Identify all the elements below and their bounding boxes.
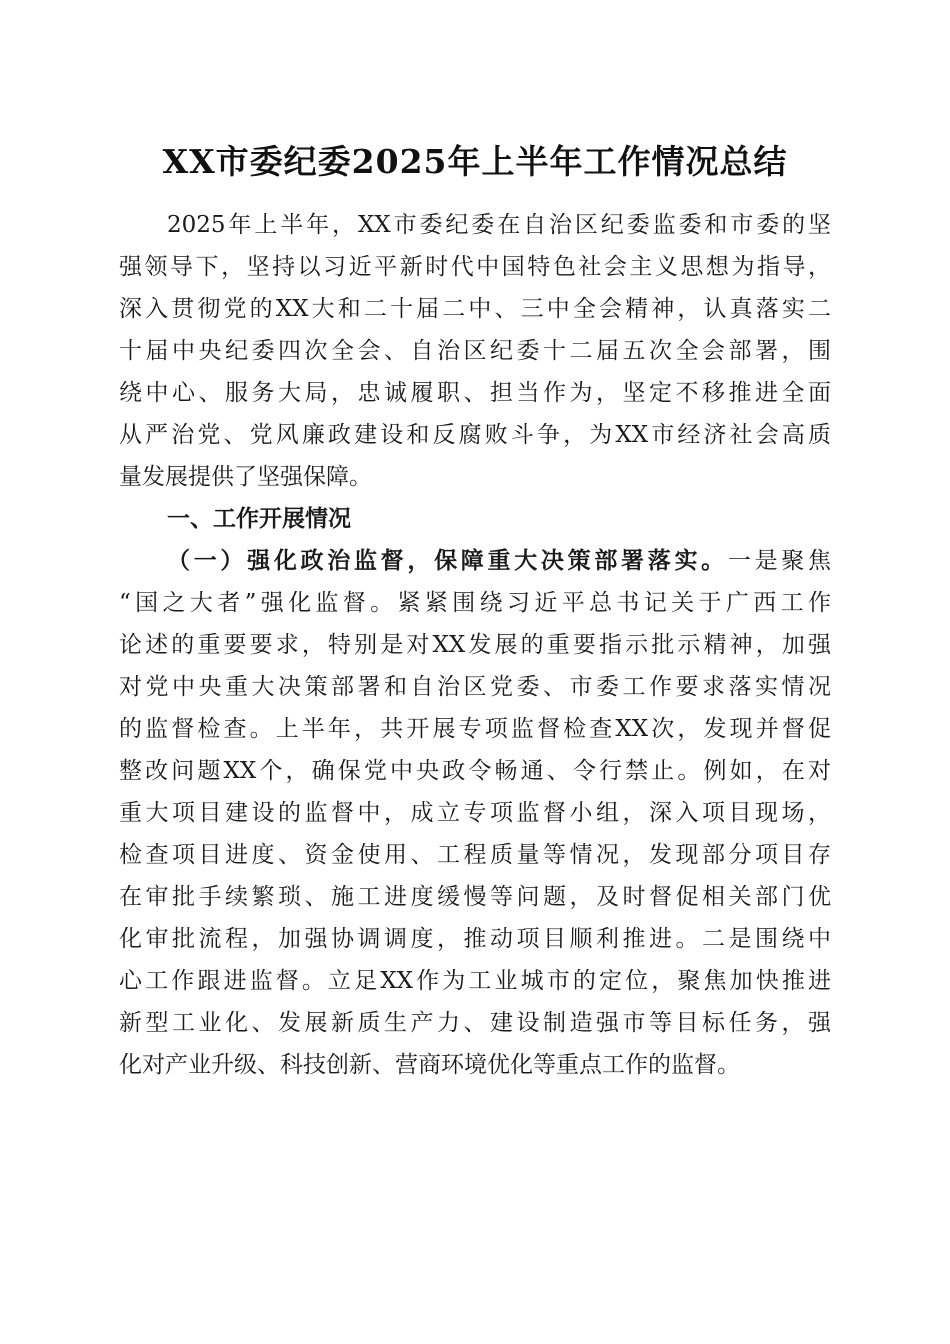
intro-line: 量发展提供了坚强保障。 (119, 464, 372, 490)
intro-line: 深入贯彻党的XX大和二十届二中、三中全会精神，认真落实二 (119, 296, 831, 322)
paragraph-line: 化对产业升级、科技创新、营商环境优化等重点工作的监督。 (119, 1052, 740, 1078)
intro-line: 绕中心、服务大局，忠诚履职、担当作为，坚定不移推进全面 (119, 380, 831, 406)
intro-line: 2025年上半年，XX市委纪委在自治区纪委监委和市委的坚 (167, 212, 831, 238)
paragraph-line: 心工作跟进监督。立足XX作为工业城市的定位，聚焦加快推进 (119, 968, 831, 994)
paragraph-line: 新型工业化、发展新质生产力、建设制造强市等目标任务，强 (119, 1010, 831, 1036)
paragraph-line: “国之大者”强化监督。紧紧围绕习近平总书记关于广西工作 (119, 590, 831, 616)
intro-line: 从严治党、党风廉政建设和反腐败斗争，为XX市经济社会高质 (119, 422, 831, 448)
document-body (119, 204, 831, 1086)
intro-line: 强领导下，坚持以习近平新时代中国特色社会主义思想为指导， (119, 254, 831, 280)
paragraph-line: 对党中央重大决策部署和自治区党委、市委工作要求落实情况 (119, 674, 831, 700)
paragraph-line: 在审批手续繁琐、施工进度缓慢等问题，及时督促相关部门优 (119, 884, 831, 910)
subsection-first-line-rest: 一是聚焦 (727, 548, 832, 574)
subsection-heading: （一）强化政治监督，保障重大决策部署落实。 (167, 548, 728, 574)
paragraph-line: 的监督检查。上半年，共开展专项监督检查XX次，发现并督促 (119, 716, 831, 742)
paragraph-line: 论述的重要要求，特别是对XX发展的重要指示批示精神，加强 (119, 632, 831, 658)
intro-line: 十届中央纪委四次全会、自治区纪委十二届五次全会部署，围 (119, 338, 831, 364)
paragraph-line: 整改问题XX个，确保党中央政令畅通、令行禁止。例如，在对 (119, 758, 831, 784)
subsection-first-line (119, 540, 831, 582)
paragraph-line: 检查项目进度、资金使用、工程质量等情况，发现部分项目存 (119, 842, 831, 868)
document-title: XX市委纪委2025年上半年工作情况总结 (162, 142, 788, 181)
paragraph-line: 重大项目建设的监督中，成立专项监督小组，深入项目现场， (119, 800, 831, 826)
paragraph-line: 化审批流程，加强协调调度，推动项目顺利推进。二是围绕中 (119, 926, 831, 952)
section-heading: 一、工作开展情况 (167, 506, 351, 532)
